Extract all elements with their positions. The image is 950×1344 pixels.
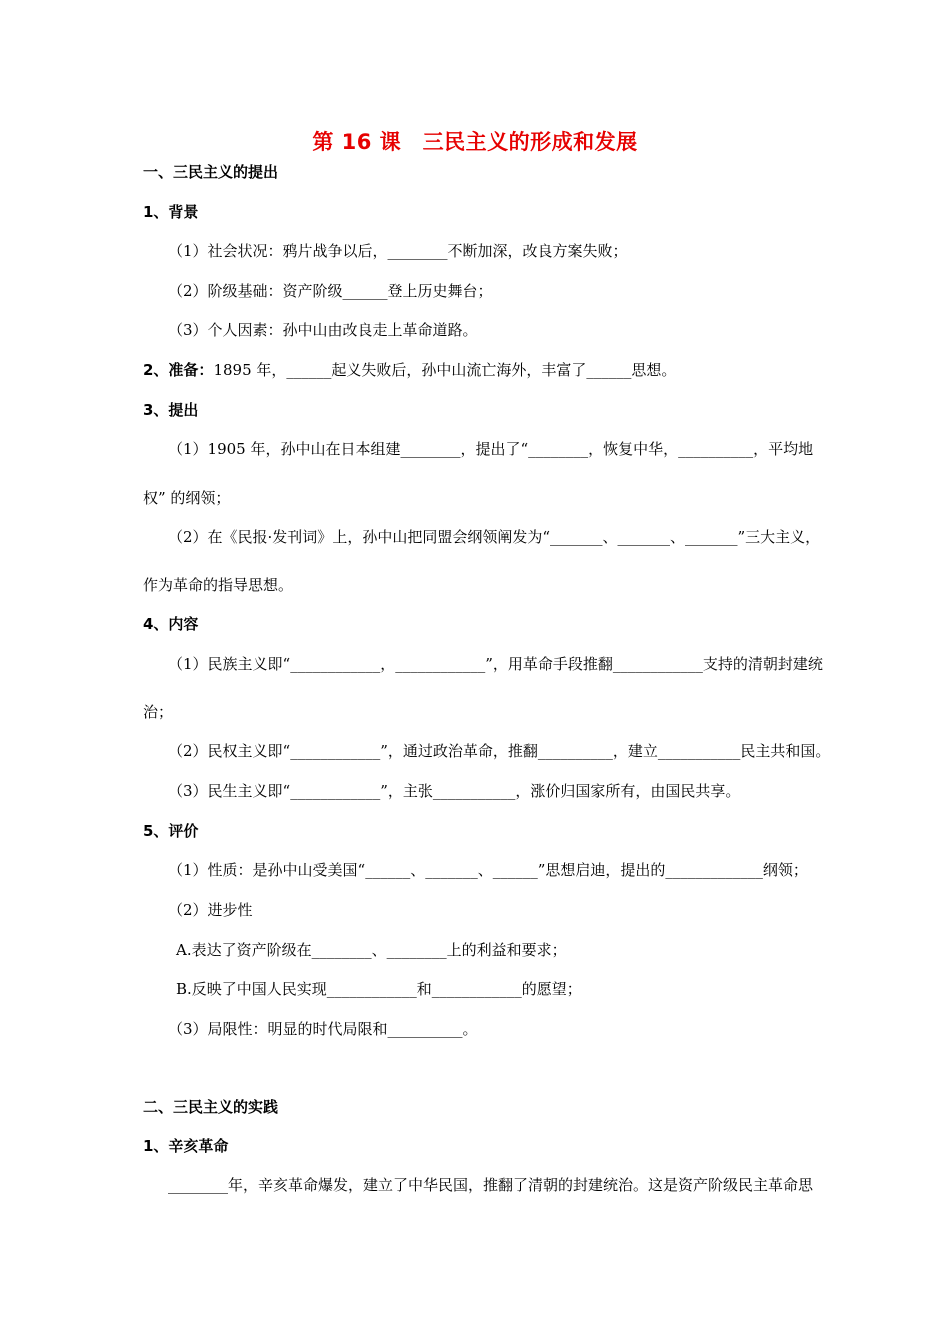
propose-line-1b: 权” 的纲领； (143, 489, 231, 507)
propose-line-1a: （1）1905 年，孙中山在日本组建________，提出了“________，恢复中华，__________，平均地 (168, 440, 814, 458)
content-heading: 4、内容 (143, 615, 199, 633)
content-line-1b: 治； (143, 703, 174, 721)
background-line-2: （2）阶级基础：资产阶级______登上历史舞台； (168, 282, 493, 300)
preparation-label: 2、准备： (143, 361, 214, 379)
lesson-title: 第 16 课 三民主义的形成和发展 (312, 130, 638, 154)
background-heading: 1、背景 (143, 203, 199, 221)
content-line-1a: （1）民族主义即“____________，____________”，用革命手段推翻____________支持的清朝封建统 (168, 655, 823, 673)
preparation-text: 1895 年，______起义失败后，孙中山流亡海外，丰富了______思想。 (213, 361, 677, 379)
section-2-heading: 二、三民主义的实践 (143, 1098, 279, 1116)
background-line-3: （3）个人因素：孙中山由改良走上革命道路。 (168, 321, 478, 339)
evaluation-line-2a: A.表达了资产阶级在________、________上的利益和要求； (176, 941, 567, 959)
propose-heading: 3、提出 (143, 401, 199, 419)
content-line-2: （2）民权主义即“____________”，通过政治革命，推翻__________，建立___________民主共和国。 (168, 742, 831, 760)
background-line-1: （1）社会状况：鸦片战争以后，________不断加深，改良方案失败； (168, 242, 628, 260)
xinhai-heading: 1、辛亥革命 (143, 1137, 229, 1155)
xinhai-line-1: ________年，辛亥革命爆发，建立了中华民国，推翻了清朝的封建统治。这是资产阶级民主革命思 (168, 1176, 814, 1194)
evaluation-line-3: （3）局限性：明显的时代局限和__________。 (168, 1020, 478, 1038)
evaluation-line-1: （1）性质：是孙中山受美国“______、_______、______”思想启迪，提出的_____________纲领； (168, 861, 808, 879)
propose-line-2a: （2）在《民报·发刊词》上，孙中山把同盟会纲领阐发为“_______、_______、_______”三大主义， (168, 528, 821, 546)
content-line-3: （3）民生主义即“____________”，主张___________，涨价归国家所有，由国民共享。 (168, 782, 741, 800)
propose-line-2b: 作为革命的指导思想。 (143, 576, 294, 594)
evaluation-heading: 5、评价 (143, 822, 199, 840)
section-1-heading: 一、三民主义的提出 (143, 163, 279, 181)
evaluation-line-2b: B.反映了中国人民实现____________和____________的愿望； (176, 980, 582, 998)
evaluation-line-2: （2）进步性 (168, 901, 253, 919)
preparation-line (143, 359, 676, 380)
